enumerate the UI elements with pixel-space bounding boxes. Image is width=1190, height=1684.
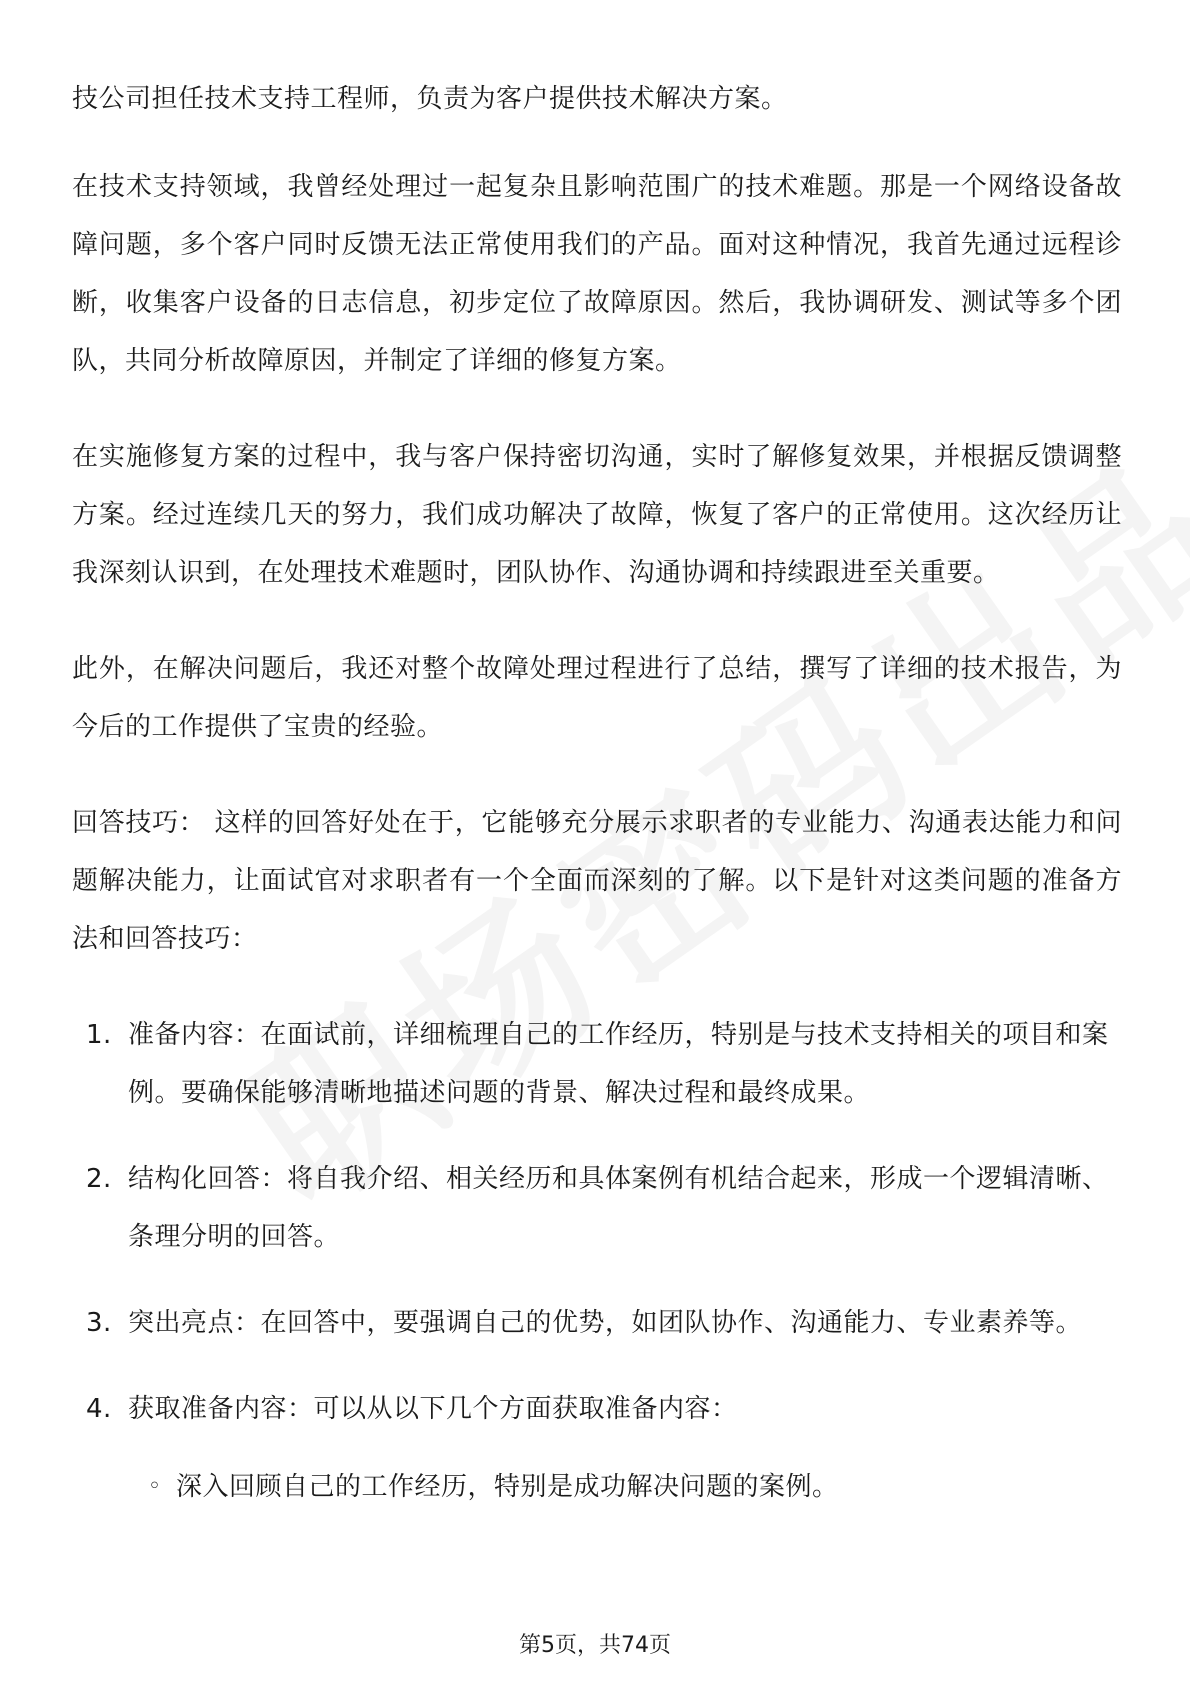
list-number: 1.	[86, 1020, 112, 1050]
page-footer: 第5页，共74页	[519, 1633, 671, 1658]
list-number: 2.	[86, 1164, 112, 1194]
list-item-text: 结构化回答：将自我介绍、相关经历和具体案例有机结合起来，形成一个逻辑清晰、条理分明的回答。	[128, 1164, 1109, 1252]
paragraph-tech-issue: 在技术支持领域，我曾经处理过一起复杂且影响范围广的技术难题。那是一个网络设备故障问题，多个客户同时反馈无法正常使用我们的产品。面对这种情况，我首先通过远程诊断，收集客户设备的日志信息，初步定位了故障原因。然后，我协调研发、测试等多个团队，共同分析故障原因，并制定了详细的修复方案。	[72, 172, 1122, 376]
list-number: 3.	[86, 1308, 112, 1338]
list-item-text: 获取准备内容：可以从以下几个方面获取准备内容：	[128, 1394, 738, 1424]
sub-list-item-text: 深入回顾自己的工作经历，特别是成功解决问题的案例。	[176, 1472, 839, 1502]
paragraph-repair-process: 在实施修复方案的过程中，我与客户保持密切沟通，实时了解修复效果，并根据反馈调整方案。经过连续几天的努力，我们成功解决了故障，恢复了客户的正常使用。这次经历让我深刻认识到，在处理技术难题时，团队协作、沟通协调和持续跟进至关重要。	[72, 442, 1122, 588]
list-item	[72, 1006, 1122, 1122]
document-body	[72, 70, 1122, 1544]
list-number: 4.	[86, 1394, 112, 1424]
tips-list	[72, 1006, 1122, 1516]
list-item	[72, 1294, 1122, 1352]
list-item-text: 准备内容：在面试前，详细梳理自己的工作经历，特别是与技术支持相关的项目和案例。要确保能够清晰地描述问题的背景、解决过程和最终成果。	[128, 1020, 1109, 1108]
paragraph-summary: 此外，在解决问题后，我还对整个故障处理过程进行了总结，撰写了详细的技术报告，为今后的工作提供了宝贵的经验。	[72, 654, 1122, 742]
bullet-icon: ◦	[148, 1474, 162, 1499]
list-item-text: 突出亮点：在回答中，要强调自己的优势，如团队协作、沟通能力、专业素养等。	[128, 1308, 1083, 1338]
sub-list	[128, 1458, 1122, 1516]
list-item	[72, 1150, 1122, 1266]
paragraph-intro-continued: 技公司担任技术支持工程师，负责为客户提供技术解决方案。	[72, 84, 788, 114]
paragraph-answer-tips: 回答技巧： 这样的回答好处在于，它能够充分展示求职者的专业能力、沟通表达能力和问题解决能力，让面试官对求职者有一个全面而深刻的了解。以下是针对这类问题的准备方法和回答技巧：	[72, 808, 1122, 954]
list-item	[72, 1380, 1122, 1516]
sub-list-item	[148, 1458, 1122, 1516]
